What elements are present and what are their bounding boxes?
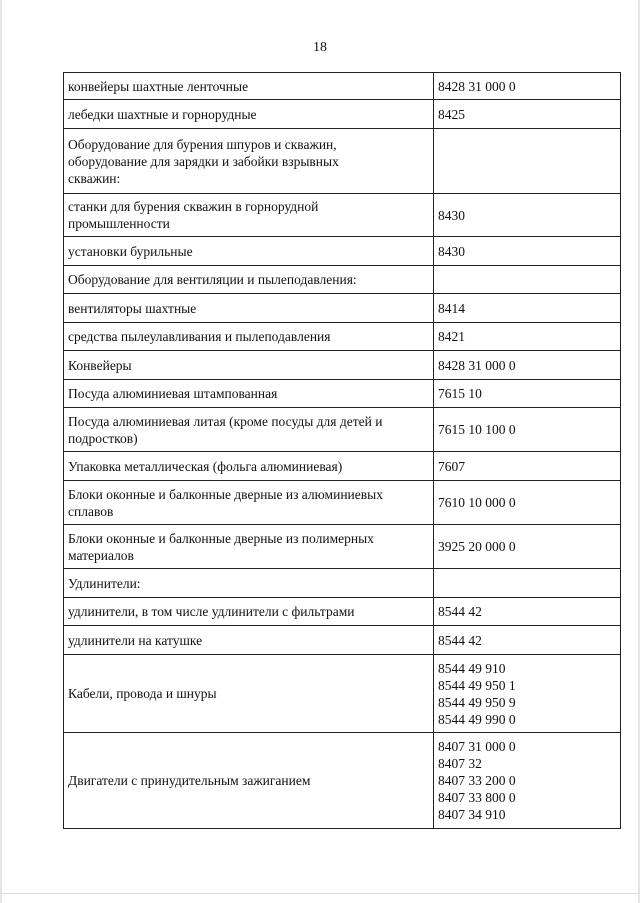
description-line: скважин: [68,170,121,186]
row-code [434,655,621,733]
table-row [64,323,621,351]
page-bottom-rule [0,893,640,894]
row-description [64,351,434,380]
code-line: 8407 31 000 0 [438,739,516,754]
table-row [64,237,621,266]
table-row [64,73,621,100]
row-code [434,452,621,481]
row-description [64,525,434,569]
code-line: 8428 31 000 0 [438,78,516,94]
row-code [434,73,621,100]
row-code [434,733,621,829]
row-code [434,129,621,194]
description-line: лебедки шахтные и горнорудные [68,106,257,122]
page-edge-left [0,0,2,903]
row-code [434,408,621,452]
code-line: 3925 20 000 0 [438,539,516,554]
code-line: 8544 42 [438,632,482,648]
row-description [64,452,434,481]
row-description [64,237,434,266]
code-line: 8425 [438,106,465,122]
row-description [64,323,434,351]
code-line: 8407 32 [438,756,482,771]
description-line: Посуда алюминиевая литая (кроме посуды для детей и [68,413,383,429]
code-line: 8421 [438,329,465,344]
table-body [64,73,621,829]
row-code [434,266,621,294]
code-line: 8430 [438,207,465,223]
table-row [64,294,621,323]
description-line: Оборудование для бурения шпуров и скважин, [68,136,337,152]
row-description [64,598,434,626]
description-line: Упаковка металлическая (фольга алюминиевая) [68,458,343,474]
description-line: Блоки оконные и балконные дверные из полимерных [68,530,374,546]
description-line: удлинители, в том числе удлинители с фильтрами [68,604,355,619]
description-line: вентиляторы шахтные [68,300,197,316]
code-line: 8544 49 910 [438,660,506,676]
code-line: 8407 34 910 [438,807,506,822]
code-line: 8544 49 950 9 [438,694,516,710]
row-code [434,237,621,266]
row-description [64,294,434,323]
row-description [64,733,434,829]
row-code [434,351,621,380]
row-description [64,481,434,525]
row-code [434,380,621,408]
row-code [434,598,621,626]
code-line: 8428 31 000 0 [438,357,516,373]
row-code [434,626,621,655]
row-description [64,380,434,408]
classification-table [63,72,621,829]
row-description [64,569,434,598]
code-line: 8544 42 [438,604,482,619]
table-row [64,569,621,598]
row-code [434,100,621,129]
description-line: материалов [68,547,134,563]
row-description [64,655,434,733]
row-code [434,323,621,351]
description-line: Конвейеры [68,357,132,373]
row-description [64,266,434,294]
table-row [64,266,621,294]
description-line: Кабели, провода и шнуры [68,686,217,701]
row-code [434,481,621,525]
code-line: 8407 33 800 0 [438,790,516,805]
code-line: 8414 [438,300,465,316]
description-line: станки для бурения скважин в горнорудной [68,199,319,214]
row-code [434,294,621,323]
row-description [64,194,434,237]
code-line: 8544 49 950 1 [438,677,516,693]
description-line: Оборудование для вентиляции и пылеподавления: [68,272,357,287]
code-line: 7610 10 000 0 [438,495,516,510]
table-row [64,452,621,481]
table-row [64,598,621,626]
table-row [64,525,621,569]
page-number: 18 [313,40,327,55]
description-line: сплавов [68,503,114,519]
row-code [434,569,621,598]
description-line: Удлинители: [68,575,141,591]
table-row [64,626,621,655]
code-line: 7607 [438,458,465,474]
code-line: 8430 [438,243,465,259]
table-row [64,733,621,829]
description-line: Посуда алюминиевая штампованная [68,386,278,401]
table-row [64,100,621,129]
description-line: конвейеры шахтные ленточные [68,78,249,94]
row-description [64,626,434,655]
description-line: Блоки оконные и балконные дверные из алюминиевых [68,486,383,502]
code-line: 8407 33 200 0 [438,773,516,788]
row-description [64,100,434,129]
table-row [64,380,621,408]
table-row [64,129,621,194]
table-row [64,194,621,237]
description-line: средства пылеулавливания и пылеподавления [68,329,331,344]
row-code [434,525,621,569]
description-line: оборудование для зарядки и забойки взрывных [68,153,339,169]
row-code [434,194,621,237]
table-row [64,408,621,452]
row-description [64,129,434,194]
table-row [64,481,621,525]
code-line: 7615 10 100 0 [438,422,516,437]
table-row [64,655,621,733]
row-description [64,73,434,100]
description-line: подростков) [68,430,138,446]
description-line: Двигатели с принудительным зажиганием [68,773,311,788]
description-line: удлинители на катушке [68,632,203,648]
description-line: промышленности [68,216,170,231]
description-line: установки бурильные [68,243,193,259]
table-row [64,351,621,380]
code-line: 8544 49 990 0 [438,711,516,727]
code-line: 7615 10 [438,386,482,401]
row-description [64,408,434,452]
